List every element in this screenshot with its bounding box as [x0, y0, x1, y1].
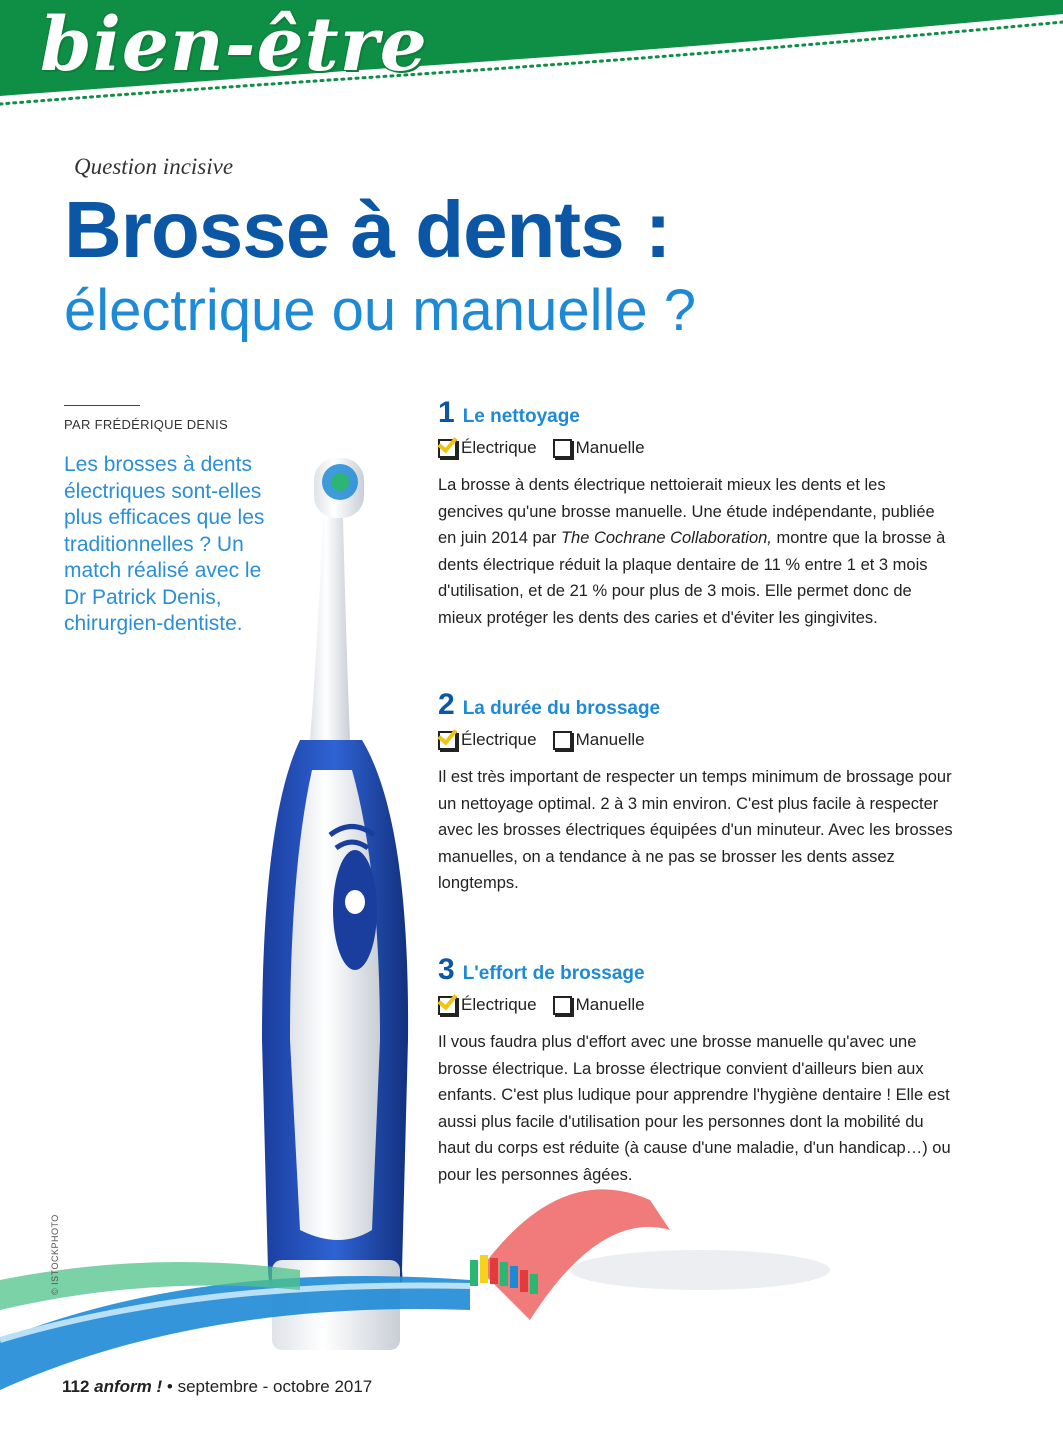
empty-box-icon: [553, 731, 572, 750]
body-part: montre que la brosse à dents électrique réduit la plaque dentaire de 11 % entre 1 et 3 mois d'utilisation, et de 21 % pour plus de 3 mois. Elle permet donc de mieux protéger les dents des caries et d'éviter les gingivites.: [438, 529, 946, 627]
issue-date: septembre - octobre 2017: [177, 1377, 373, 1396]
headline-line-1: Brosse à dents :: [64, 185, 671, 274]
section-title: bien-être: [40, 2, 428, 88]
section-title: La durée du brossage: [462, 698, 661, 719]
checked-box-icon: [438, 731, 457, 750]
section-title: Le nettoyage: [462, 406, 580, 427]
section-body: Il est très important de respecter un temps minimum de brossage pour un nettoyage optimal. 2 à 3 min environ. C'est plus facile à respecter avec les brosses électriques équipées d'un minuteur. Avec les brosses manuelles, on a tendance à ne pas se brosser les dents assez longtemps.: [438, 768, 953, 892]
body-italic: The Cochrane Collaboration,: [560, 529, 772, 547]
byline-rule: [64, 405, 140, 406]
option-label: Manuelle: [575, 438, 645, 457]
intro-text: Les brosses à dents électriques sont-elles plus efficaces que les traditionnelles ? Un match réalisé avec le Dr Patrick Denis, chirurgien-dentiste.: [64, 453, 265, 635]
option-label: Électrique: [461, 730, 537, 749]
option-label: Manuelle: [575, 730, 645, 749]
section-cleaning: [438, 398, 958, 631]
section-effort: [438, 955, 958, 1188]
section-duration: [438, 690, 958, 897]
option-label: Manuelle: [575, 995, 645, 1014]
option-manual: [553, 438, 645, 458]
option-label: Électrique: [461, 438, 537, 457]
kicker: Question incisive: [74, 154, 234, 179]
empty-box-icon: [553, 439, 572, 458]
option-electric: [438, 995, 537, 1015]
choice-row: [438, 438, 958, 458]
headline-rest: ou manuelle ?: [331, 278, 696, 343]
section-body: Il vous faudra plus d'effort avec une brosse manuelle qu'avec une brosse électrique. La brosse électrique convient d'ailleurs bien aux enfants. C'est plus ludique pour apprendre l'hygiène dentaire ! Elle est aussi plus facile d'utilisation pour les personnes dont la mobilité du haut du corps est réduite (à cause d'une maladie, d'un handicap…) ou pour les personnes âgées.: [438, 1033, 951, 1184]
checked-box-icon: [438, 439, 457, 458]
empty-box-icon: [553, 996, 572, 1015]
option-label: Électrique: [461, 995, 537, 1014]
electric-brush-neck: [310, 480, 350, 740]
page-number: 112: [62, 1377, 90, 1396]
section-number: 1: [438, 396, 455, 429]
checked-box-icon: [438, 996, 457, 1015]
photo-credit: © ISTOCKPHOTO: [50, 1214, 60, 1295]
footer-separator: •: [166, 1377, 173, 1396]
option-electric: [438, 438, 537, 458]
option-manual: [553, 730, 645, 750]
byline: PAR FRÉDÉRIQUE DENIS: [64, 417, 228, 432]
body-part: La brosse à dents électrique nettoierait mieux les dents et les gencives qu'une brosse manuelle. Une étude indépendante, publiée en juin 2014 par: [438, 476, 935, 547]
section-number: 3: [438, 953, 455, 986]
section-number: 2: [438, 688, 455, 721]
headline-word-electrique: électrique: [64, 278, 316, 343]
section-title: L'effort de brossage: [462, 963, 645, 984]
magazine-name: anform !: [94, 1377, 163, 1396]
headline-line-2: [64, 278, 696, 343]
option-electric: [438, 730, 537, 750]
page-footer: [62, 1377, 372, 1397]
choice-row: [438, 730, 958, 750]
choice-row: [438, 995, 958, 1015]
option-manual: [553, 995, 645, 1015]
section-body: [438, 472, 953, 631]
